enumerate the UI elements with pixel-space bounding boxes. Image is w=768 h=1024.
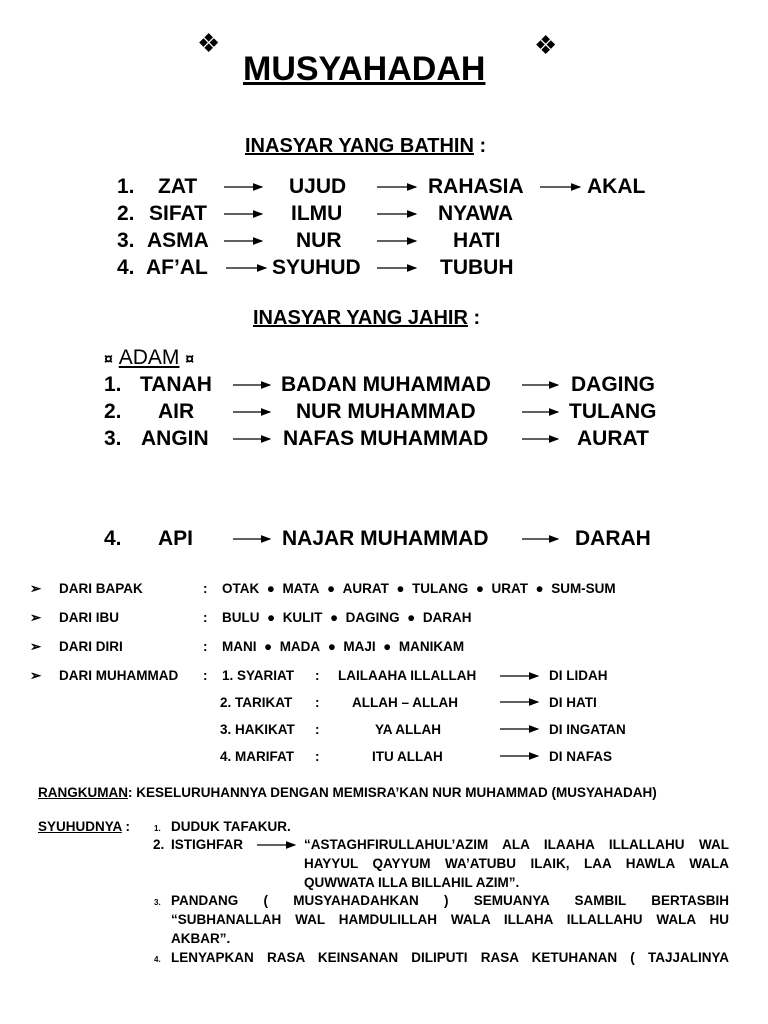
muhammad-row-2-n: 2. TARIKAT	[220, 695, 293, 710]
bullet-icon: ➢	[30, 639, 42, 654]
bathin-row-1-a: ZAT	[158, 175, 198, 198]
value-item: MAJI	[343, 639, 376, 654]
muhammad-row-3-n: 3. HAKIKAT	[220, 722, 295, 737]
syuhud-item-3-line-2: “SUBHANALLAH WAL HAMDULILLAH WALA ILLAHA ILLALLAHU WALA HU	[171, 912, 729, 927]
value-item: DAGING	[345, 610, 400, 625]
adam-text: ADAM	[118, 346, 180, 369]
bathin-row-2-c: NYAWA	[438, 202, 514, 225]
source-values-diri	[222, 639, 464, 654]
dot-icon: ●	[326, 581, 336, 596]
value-item: KULIT	[282, 610, 323, 625]
source-colon: :	[203, 610, 208, 625]
row-colon: :	[315, 668, 320, 683]
dot-icon: ●	[396, 581, 405, 596]
value-item: DARAH	[422, 610, 472, 625]
muhammad-row-2-zikir: ALLAH – ALLAH	[352, 695, 458, 710]
ornament-left-icon: ❖	[197, 28, 221, 58]
dot-icon: ●	[329, 610, 339, 625]
bathin-row-4-num: 4.	[117, 256, 135, 279]
jahir-row-1-num: 1.	[104, 373, 122, 396]
row-colon: :	[315, 695, 320, 710]
istighfar-line-2: HAYYUL QAYYUM WA’ATUBU ILAIK, LAA HAWLA WALA	[304, 856, 729, 871]
rangkuman-text: : KESELURUHANNYA DENGAN MEMISRA’KAN NUR MUHAMMAD (MUSYAHADAH)	[128, 785, 657, 800]
syuhud-item-3-line-3: AKBAR”.	[171, 931, 231, 946]
syuhud-item-1: DUDUK TAFAKUR.	[171, 819, 291, 834]
jahir-row-2-a: AIR	[158, 400, 195, 423]
bathin-row-2-num: 2.	[117, 202, 135, 225]
syuhud-item-2-label: ISTIGHFAR	[171, 837, 244, 852]
jahir-row-4-c: DARAH	[575, 527, 651, 550]
istighfar-line-3: QUWWATA ILLA BILLAHIL AZIM”.	[304, 875, 520, 890]
jahir-heading-colon: :	[473, 307, 481, 329]
syuhud-colon: :	[125, 819, 131, 834]
page-title: MUSYAHADAH	[243, 50, 486, 88]
syuhud-item-3-line-1: PANDANG ( MUSYAHADAHKAN ) SEMUANYA SAMBIL BERTASBIH	[171, 893, 729, 908]
value-item: OTAK	[222, 581, 260, 596]
bathin-row-3-c: HATI	[453, 229, 501, 252]
dot-icon: ●	[407, 610, 416, 625]
source-label: DARI IBU	[59, 610, 119, 625]
syuhud-item-1-num: 1.	[154, 824, 161, 833]
jahir-row-3-b: NAFAS MUHAMMAD	[283, 427, 489, 450]
bathin-heading-text: INASYAR YANG BATHIN	[245, 135, 474, 157]
jahir-row-4-a: API	[158, 527, 194, 550]
row-colon: :	[315, 722, 320, 737]
bathin-row-3-num: 3.	[117, 229, 135, 252]
value-item: AURAT	[342, 581, 389, 596]
jahir-row-3-c: AURAT	[577, 427, 649, 450]
dot-icon: ●	[535, 581, 544, 596]
bathin-row-3-b: NUR	[296, 229, 342, 252]
dot-icon: ●	[383, 639, 392, 654]
jahir-row-2-num: 2.	[104, 400, 122, 423]
adam-mark-left-icon: ¤	[104, 351, 113, 368]
jahir-row-1-a: TANAH	[140, 373, 212, 396]
syuhud-item-3-num: 3.	[154, 898, 161, 907]
jahir-row-3-num: 3.	[104, 427, 122, 450]
row-colon: :	[315, 749, 320, 764]
value-item: URAT	[491, 581, 528, 596]
bathin-row-1-num: 1.	[117, 175, 135, 198]
jahir-row-4-num: 4.	[104, 527, 122, 550]
syuhud-heading	[38, 819, 130, 834]
dot-icon: ●	[475, 581, 484, 596]
jahir-row-1-c: DAGING	[571, 373, 655, 396]
value-item: TULANG	[412, 581, 469, 596]
source-label: DARI BAPAK	[59, 581, 143, 596]
bathin-row-4-c: TUBUH	[440, 256, 514, 279]
bathin-row-2-b: ILMU	[291, 202, 343, 225]
bullet-icon: ➢	[30, 610, 42, 625]
bullet-icon: ➢	[30, 581, 42, 596]
source-label: DARI MUHAMMAD	[59, 668, 179, 683]
muhammad-row-4-place: DI NAFAS	[549, 749, 613, 764]
jahir-row-2-b: NUR MUHAMMAD	[296, 400, 476, 423]
muhammad-row-4-n: 4. MARIFAT	[220, 749, 294, 764]
source-values-bapak	[222, 581, 616, 596]
source-values-ibu	[222, 610, 472, 625]
value-item: MADA	[279, 639, 321, 654]
value-item: SUM-SUM	[551, 581, 616, 596]
dot-icon: ●	[266, 581, 275, 596]
istighfar-line-1: “ASTAGHFIRULLAHUL’AZIM ALA ILAAHA ILLALLAHU WAL	[304, 837, 729, 852]
jahir-heading-text: INASYAR YANG JAHIR	[253, 307, 468, 329]
rangkuman-label: RANGKUMAN	[38, 785, 128, 800]
value-item: BULU	[222, 610, 260, 625]
adam-mark-right-icon: ¤	[185, 351, 195, 368]
bathin-row-1-d: AKAL	[587, 175, 646, 198]
ornament-right-icon: ❖	[534, 30, 558, 60]
value-item: MATA	[282, 581, 320, 596]
jahir-row-4-b: NAJAR MUHAMMAD	[282, 527, 489, 550]
value-item: MANI	[222, 639, 257, 654]
bathin-row-2-a: SIFAT	[149, 202, 207, 225]
rangkuman	[38, 785, 657, 800]
muhammad-row-4-zikir: ITU ALLAH	[372, 749, 443, 764]
bathin-heading-colon: :	[479, 135, 487, 157]
syuhud-item-4-num: 4.	[154, 955, 161, 964]
muhammad-row-1-zikir: LAILAAHA ILLALLAH	[338, 668, 477, 683]
syuhud-label: SYUHUDNYA	[38, 819, 122, 834]
muhammad-row-3-place: DI INGATAN	[549, 722, 626, 737]
bathin-row-1-b: UJUD	[289, 175, 347, 198]
muhammad-row-1-place: DI LIDAH	[549, 668, 608, 683]
source-colon: :	[203, 639, 208, 654]
syuhud-item-4: LENYAPKAN RASA KEINSANAN DILIPUTI RASA KETUHANAN ( TAJJALINYA	[171, 950, 729, 965]
bathin-row-4-b: SYUHUD	[272, 256, 361, 279]
dot-icon: ●	[264, 639, 273, 654]
source-colon: :	[203, 668, 208, 683]
jahir-row-3-a: ANGIN	[141, 427, 209, 450]
source-label: DARI DIRI	[59, 639, 123, 654]
bathin-row-3-a: ASMA	[147, 229, 209, 252]
value-item: MANIKAM	[398, 639, 465, 654]
dot-icon: ●	[267, 610, 276, 625]
bullet-icon: ➢	[30, 668, 42, 683]
muhammad-row-3-zikir: YA ALLAH	[375, 722, 442, 737]
bathin-row-1-c: RAHASIA	[428, 175, 524, 198]
jahir-row-2-c: TULANG	[569, 400, 657, 423]
jahir-row-1-b: BADAN MUHAMMAD	[281, 373, 491, 396]
bathin-row-4-a: AF’AL	[146, 256, 208, 279]
syuhud-item-2-num: 2.	[153, 837, 165, 852]
muhammad-row-2-place: DI HATI	[549, 695, 597, 710]
source-colon: :	[203, 581, 208, 596]
dot-icon: ●	[327, 639, 336, 654]
muhammad-row-1-n: 1. SYARIAT	[222, 668, 295, 683]
